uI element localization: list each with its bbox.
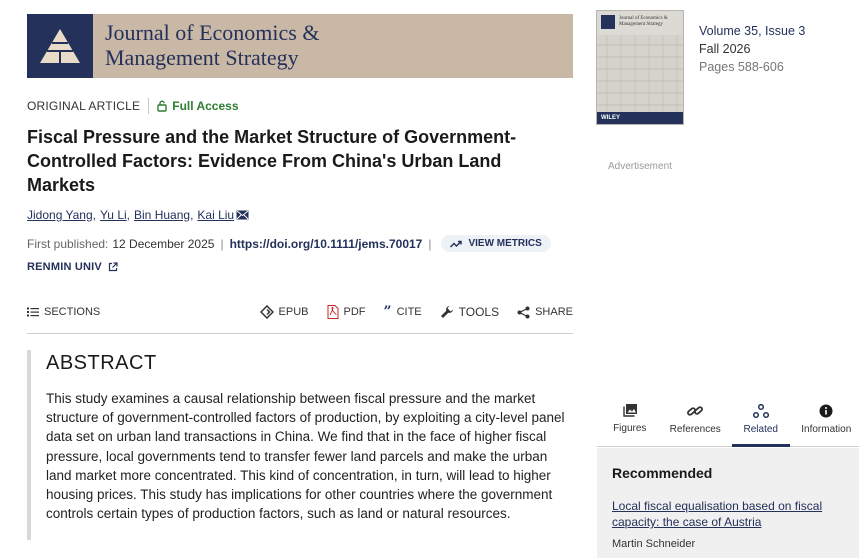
- view-metrics-button[interactable]: [441, 235, 550, 252]
- issue-pages: Pages 588-606: [699, 60, 784, 74]
- issue-info: [699, 22, 805, 76]
- article-type: ORIGINAL ARTICLE: [27, 99, 141, 113]
- affiliation-link[interactable]: [27, 261, 118, 273]
- abstract-heading: ABSTRACT: [46, 352, 157, 374]
- info-separator: |: [220, 236, 224, 251]
- tab-figures[interactable]: [597, 400, 663, 446]
- epub-icon: [260, 305, 274, 319]
- tab-information[interactable]: [794, 400, 860, 446]
- journal-title-line1: Journal of Economics &: [105, 20, 320, 45]
- issue-cover[interactable]: [596, 10, 684, 125]
- cover-publisher: WILEY: [597, 112, 683, 124]
- cite-button[interactable]: [384, 306, 422, 318]
- tab-figures-label: Figures: [613, 423, 647, 434]
- tab-related[interactable]: [728, 400, 794, 446]
- recommended-article-author: Martin Schneider: [612, 538, 696, 550]
- access-label: Full Access: [172, 99, 239, 113]
- access-badge: [157, 99, 238, 113]
- share-icon: [517, 306, 530, 319]
- first-published-date: 12 December 2025: [112, 236, 215, 251]
- issue-season: Fall 2026: [699, 42, 751, 56]
- unlock-icon: [157, 100, 167, 112]
- author-link[interactable]: Jidong Yang: [27, 208, 93, 222]
- cite-label: CITE: [396, 306, 422, 318]
- tools-button[interactable]: [440, 305, 499, 319]
- journal-title: [93, 14, 319, 78]
- journal-banner[interactable]: [27, 14, 573, 78]
- cover-artwork: [597, 35, 683, 115]
- tab-information-label: Information: [801, 424, 852, 435]
- quote-icon: ”: [383, 304, 392, 320]
- toolbar-actions: [260, 305, 573, 319]
- info-separator: |: [428, 236, 432, 251]
- sections-button[interactable]: [27, 306, 100, 318]
- info-icon: [819, 404, 833, 418]
- abstract-text: This study examines a causal relationship between fiscal pressure and the market structure of government-controlled factors of production, by exploiting a city-level panel data set on urban land transactions in China. We find that in the face of higher fiscal pressure, local governments tend to transfer fewer land parcels and make the urban land market more concentrated. This kind of concentration, in turn, will lead to higher housing prices. This study has implications for other countries where the government controls certain types of production factors, such as land or natural resources.: [46, 391, 565, 522]
- author-link[interactable]: Yu Li: [99, 208, 127, 222]
- recommended-heading: Recommended: [612, 465, 713, 481]
- pdf-button[interactable]: [327, 305, 366, 319]
- journal-logo-icon: [27, 14, 93, 78]
- share-button[interactable]: [517, 306, 573, 319]
- article-title: Fiscal Pressure and the Market Structure of Government-Controlled Factors: Evidence From China's Urban Land Markets: [27, 127, 517, 195]
- author-separator: ,: [126, 208, 131, 222]
- meta-divider: [148, 98, 149, 114]
- advertisement-label: Advertisement: [608, 161, 672, 172]
- article-meta-row: [27, 98, 239, 114]
- author-link[interactable]: Bin Huang: [134, 208, 191, 222]
- epub-button[interactable]: [260, 305, 309, 319]
- related-icon: [753, 404, 769, 418]
- journal-title-line2: Management Strategy: [105, 45, 299, 70]
- tools-label: TOOLS: [458, 305, 500, 319]
- sections-label: SECTIONS: [44, 306, 101, 318]
- author-separator: ,: [92, 208, 96, 222]
- abstract-section: [27, 350, 573, 540]
- author-link[interactable]: Kai Liu: [197, 208, 235, 222]
- external-link-icon: [108, 262, 118, 272]
- pdf-label: PDF: [343, 306, 366, 318]
- view-metrics-label: VIEW METRICS: [468, 238, 542, 249]
- trending-up-icon: [450, 240, 462, 248]
- affiliation-label: RENMIN UNIV: [27, 261, 102, 273]
- recommended-panel: [597, 448, 859, 558]
- email-icon[interactable]: [236, 210, 249, 220]
- publication-info-row: [27, 235, 551, 252]
- epub-label: EPUB: [278, 306, 309, 318]
- tab-references-label: References: [669, 424, 721, 435]
- share-label: SHARE: [535, 306, 573, 318]
- recommended-article-link[interactable]: Local fiscal equalisation based on fiscal capacity: the case of Austria: [612, 499, 823, 529]
- link-icon: [687, 404, 703, 418]
- sidebar-tabs: [597, 400, 859, 447]
- cover-title: Journal of Economics & Management Strategy: [619, 16, 668, 27]
- author-separator: ,: [190, 208, 194, 222]
- doi-link[interactable]: https://doi.org/10.1111/jems.70017: [229, 236, 423, 251]
- list-icon: [27, 307, 39, 317]
- pdf-icon: [327, 305, 339, 319]
- issue-link[interactable]: Volume 35, Issue 3: [699, 24, 806, 38]
- cover-logo-icon: [601, 15, 615, 29]
- image-icon: [623, 404, 637, 417]
- tab-related-label: Related: [743, 424, 778, 435]
- toolbar-divider: [27, 333, 573, 334]
- tab-references[interactable]: [663, 400, 729, 446]
- wrench-icon: [440, 305, 454, 319]
- article-toolbar: [27, 300, 573, 324]
- first-published-label: First published:: [27, 236, 109, 251]
- author-list: [27, 208, 249, 222]
